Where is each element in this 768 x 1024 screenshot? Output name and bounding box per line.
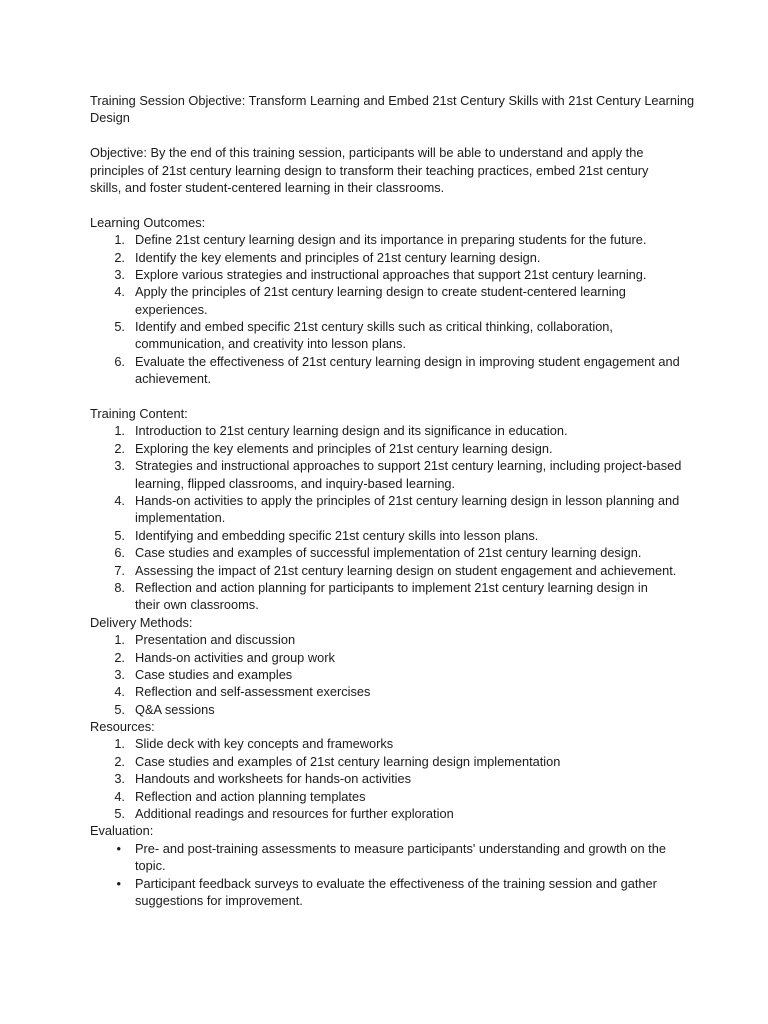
learning-outcomes-list [90,231,690,388]
list-item-line: Participant feedback surveys to evaluate the effectiveness of the training session and gather [135,875,657,891]
list-item [90,840,690,875]
objective-line: principles of 21st century learning design to transform their teaching practices, embed 21st century [90,162,649,178]
evaluation-heading: Evaluation: [90,823,154,839]
list-item-text [135,805,690,822]
list-item [90,805,690,822]
list-item-line: Identify and embed specific 21st century skills such as critical thinking, collaboration, [135,319,613,335]
list-item-line: Evaluate the effectiveness of 21st century learning design in improving student engagement and [135,353,680,369]
list-number: 2. [114,753,125,769]
list-item-line: Pre- and post-training assessments to measure participants' understanding and growth on the [135,840,666,856]
list-item-line: Case studies and examples [135,666,293,682]
list-item [90,266,690,283]
list-item-text [135,457,690,492]
list-item [90,440,690,457]
list-item-text [135,231,690,248]
list-item-line: Case studies and examples of successful implementation of 21st century learning design. [135,545,642,561]
list-item [90,753,690,770]
list-item [90,283,690,318]
training-content-list [90,422,690,613]
list-number: 6. [114,353,125,369]
list-number: 2. [114,249,125,265]
learning-outcomes-section [90,214,690,388]
list-item [90,249,690,266]
training-content-heading: Training Content: [90,406,188,422]
list-item-line: experiences. [135,301,208,317]
list-item-line: Reflection and self-assessment exercises [135,684,371,700]
objective-line: skills, and foster student-centered learning in their classrooms. [90,179,445,195]
list-number: 5. [114,701,125,717]
list-item-text [135,422,690,439]
title-line: Design [90,110,130,126]
list-item-line: topic. [135,858,166,874]
list-number: 1. [114,232,125,248]
list-item-line: Reflection and action planning templates [135,788,366,804]
list-number: 6. [114,545,125,561]
list-item-line: communication, and creativity into lesson plans. [135,336,407,352]
document-title [90,92,695,127]
list-item [90,701,690,718]
list-item-text [135,579,690,614]
objective-line: Objective: By the end of this training session, participants will be able to understand and apply the [90,145,644,161]
list-item-text [135,318,690,353]
list-item-text [135,492,690,527]
list-number: 7. [114,562,125,578]
list-number: 4. [114,788,125,804]
list-number: 1. [114,423,125,439]
list-item-text [135,544,690,561]
list-item-line: Slide deck with key concepts and frameworks [135,736,394,752]
list-item-line: Identify the key elements and principles of 21st century learning design. [135,249,541,265]
list-item-line: suggestions for improvement. [135,892,303,908]
list-item-text [135,527,690,544]
list-item-line: implementation. [135,510,226,526]
list-item-text [135,701,690,718]
list-item-text [135,353,690,388]
list-item-line: Handouts and worksheets for hands-on activities [135,771,411,787]
list-number: 5. [114,319,125,335]
list-item [90,683,690,700]
list-item-line: Strategies and instructional approaches to support 21st century learning, including project-based [135,458,682,474]
list-number: 4. [114,684,125,700]
list-number: 1. [114,736,125,752]
list-item-text [135,770,690,787]
list-item-text [135,440,690,457]
list-item-text [135,562,690,579]
list-number: 2. [114,649,125,665]
list-item [90,579,690,614]
list-item-text [135,875,690,910]
list-number: 8. [114,579,125,595]
list-item-text [135,683,690,700]
list-number: 3. [114,266,125,282]
list-item [90,649,690,666]
list-number: 4. [114,492,125,508]
list-number: 5. [114,527,125,543]
list-item [90,770,690,787]
list-item-line: Apply the principles of 21st century learning design to create student-centered learning [135,284,626,300]
list-item [90,457,690,492]
list-number: 2. [114,440,125,456]
list-item-line: achievement. [135,371,212,387]
list-item [90,544,690,561]
list-item-text [135,840,690,875]
list-item-text [135,631,690,648]
list-item [90,875,690,910]
list-item-line: Hands-on activities to apply the principles of 21st century learning design in lesson planning and [135,492,680,508]
list-item [90,631,690,648]
list-item [90,666,690,683]
list-item [90,492,690,527]
resources-section [90,718,690,822]
delivery-methods-section [90,614,690,718]
list-number: 3. [114,771,125,787]
list-item [90,231,690,248]
list-item-line: Reflection and action planning for participants to implement 21st century learning design in [135,579,648,595]
list-number: 3. [114,458,125,474]
list-item-text [135,753,690,770]
list-item-line: Identifying and embedding specific 21st century skills into lesson plans. [135,527,539,543]
learning-outcomes-heading: Learning Outcomes: [90,214,206,230]
list-item [90,422,690,439]
list-item-line: Hands-on activities and group work [135,649,335,665]
list-item [90,527,690,544]
list-item-text [135,666,690,683]
list-number: 3. [114,666,125,682]
evaluation-section [90,822,690,909]
list-item-line: Explore various strategies and instructional approaches that support 21st century learning. [135,266,647,282]
list-item [90,318,690,353]
list-item-text [135,283,690,318]
list-item-text [135,649,690,666]
list-item-line: their own classrooms. [135,597,259,613]
document-page [90,92,695,909]
list-item-text [135,788,690,805]
delivery-methods-heading: Delivery Methods: [90,614,193,630]
list-item-text [135,266,690,283]
objective-paragraph [90,144,690,196]
list-number: 1. [114,632,125,648]
list-number: 4. [114,284,125,300]
list-item-line: Introduction to 21st century learning design and its significance in education. [135,423,568,439]
list-item-line: learning, flipped classrooms, and inquiry-based learning. [135,475,456,491]
resources-list [90,735,690,822]
bullet-icon: • [116,840,121,856]
list-item-line: Case studies and examples of 21st century learning design implementation [135,753,561,769]
list-item [90,353,690,388]
list-item-line: Exploring the key elements and principles of 21st century learning design. [135,440,553,456]
list-item-line: Q&A sessions [135,701,215,717]
list-item [90,735,690,752]
list-number: 5. [114,806,125,822]
resources-heading: Resources: [90,719,155,735]
bullet-icon: • [116,875,121,891]
list-item-line: Presentation and discussion [135,632,296,648]
list-item-text [135,249,690,266]
list-item-line: Define 21st century learning design and its importance in preparing students for the future. [135,232,647,248]
delivery-methods-list [90,631,690,718]
training-content-section [90,405,690,614]
list-item-text [135,735,690,752]
evaluation-list [90,840,690,910]
list-item [90,788,690,805]
list-item-line: Assessing the impact of 21st century learning design on student engagement and achievement. [135,562,677,578]
title-line: Training Session Objective: Transform Learning and Embed 21st Century Skills with 21st Century Learning [90,93,695,108]
list-item [90,562,690,579]
list-item-line: Additional readings and resources for further exploration [135,806,454,822]
